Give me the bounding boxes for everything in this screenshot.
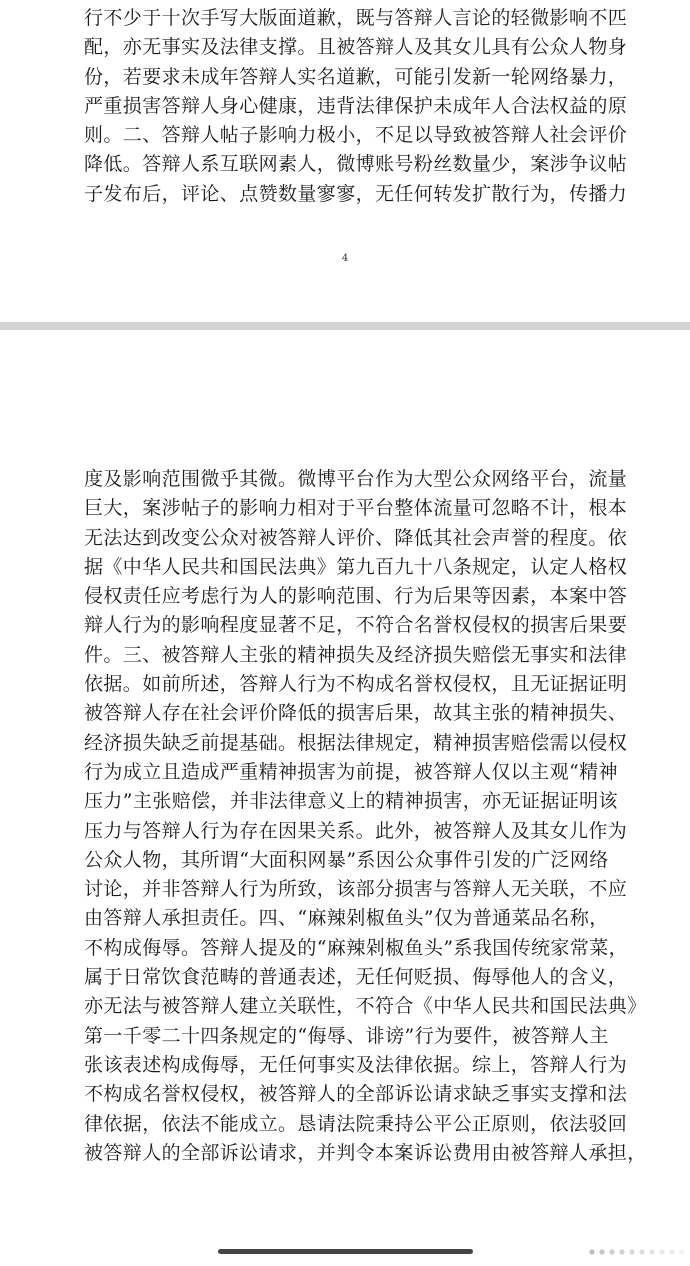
page-4-text	[84, 4, 628, 209]
text-line: 侵权责任应考虑行为人的影响范围、行为后果等因素，本案中答	[84, 585, 628, 608]
page-5-text	[84, 465, 647, 1168]
text-line: 依据。如前所述，答辩人行为不构成名誉权侵权，且无证据证明	[84, 673, 628, 696]
text-line: 配，亦无事实及法律支撑。且被答辩人及其女儿具有公众人物身	[84, 36, 628, 59]
text-line: 压力与答辩人行为存在因果关系。此外，被答辩人及其女儿作为	[84, 819, 628, 842]
text-line: 第一千零二十四条规定的“侮辱、诽谤”行为要件，被答辩人主	[84, 1024, 609, 1047]
text-line: 无法达到改变公众对被答辩人评价、降低其社会声誉的程度。依	[84, 526, 628, 549]
text-line: 公众人物，其所谓“大面积网暴”系因公众事件引发的广泛网络	[84, 848, 609, 871]
text-line: 亦无法与被答辩人建立关联性，不符合《中华人民共和国民法典》	[84, 995, 647, 1018]
more-dots-icon[interactable]	[578, 1238, 690, 1266]
text-line: 行为成立且造成严重精神损害为前提，被答辩人仅以主观“精神	[84, 760, 618, 783]
text-line: 子发布后，评论、点赞数量寥寥，无任何转发扩散行为，传播力	[84, 182, 628, 205]
document-page-4	[0, 0, 690, 322]
page-separator	[0, 322, 690, 330]
text-line: 经济损失缺乏前提基础。根据法律规定，精神损害赔偿需以侵权	[84, 731, 628, 754]
text-line: 严重损害答辩人身心健康，违背法律保护未成年人合法权益的原	[84, 94, 628, 117]
text-line: 讨论，并非答辩人行为所致，该部分损害与答辩人无关联，不应	[84, 878, 628, 901]
text-line: 压力”主张赔偿，并非法律意义上的精神损害，亦无证据证明该	[84, 790, 618, 813]
text-line: 巨大，案涉帖子的影响力相对于平台整体流量可忽略不计，根本	[84, 497, 628, 520]
home-indicator-icon[interactable]	[218, 1249, 473, 1254]
page-number: 4	[341, 253, 349, 264]
text-line: 则。二、答辩人帖子影响力极小，不足以导致被答辩人社会评价	[84, 124, 628, 147]
text-line: 被答辩人存在社会评价降低的损害后果，故其主张的精神损失、	[84, 702, 628, 725]
text-line: 行不少于十次手写大版面道歉，既与答辩人言论的轻微影响不匹	[84, 7, 628, 29]
text-line: 律依据，依法不能成立。恳请法院秉持公平公正原则，依法驳回	[84, 1112, 628, 1135]
text-line: 属于日常饮食范畴的普通表述，无任何贬损、侮辱他人的含义，	[84, 966, 628, 989]
text-line: 据《中华人民共和国民法典》第九百九十八条规定，认定人格权	[84, 555, 628, 578]
text-line: 份，若要求未成年答辩人实名道歉，可能引发新一轮网络暴力，	[84, 65, 628, 88]
text-line: 不构成侮辱。答辩人提及的“麻辣剁椒鱼头”系我国传统家常菜，	[84, 936, 629, 959]
text-line: 辩人行为的影响程度显著不足，不符合名誉权侵权的损害后果要	[84, 614, 628, 637]
text-line: 被答辩人的全部诉讼请求，并判令本案诉讼费用由被答辩人承担，	[84, 1141, 647, 1164]
text-line: 降低。答辩人系互联网素人，微博账号粉丝数量少，案涉争议帖	[84, 153, 628, 176]
text-line: 张该表述构成侮辱，无任何事实及法律依据。综上，答辩人行为	[84, 1053, 628, 1076]
text-line: 由答辩人承担责任。四、“麻辣剁椒鱼头”仅为普通菜品名称，	[84, 907, 609, 930]
text-line: 不构成名誉权侵权，被答辩人的全部诉讼请求缺乏事实支撑和法	[84, 1083, 628, 1106]
text-line: 件。三、被答辩人主张的精神损失及经济损失赔偿无事实和法律	[84, 643, 628, 666]
text-line: 度及影响范围微乎其微。微博平台作为大型公众网络平台，流量	[84, 468, 628, 490]
